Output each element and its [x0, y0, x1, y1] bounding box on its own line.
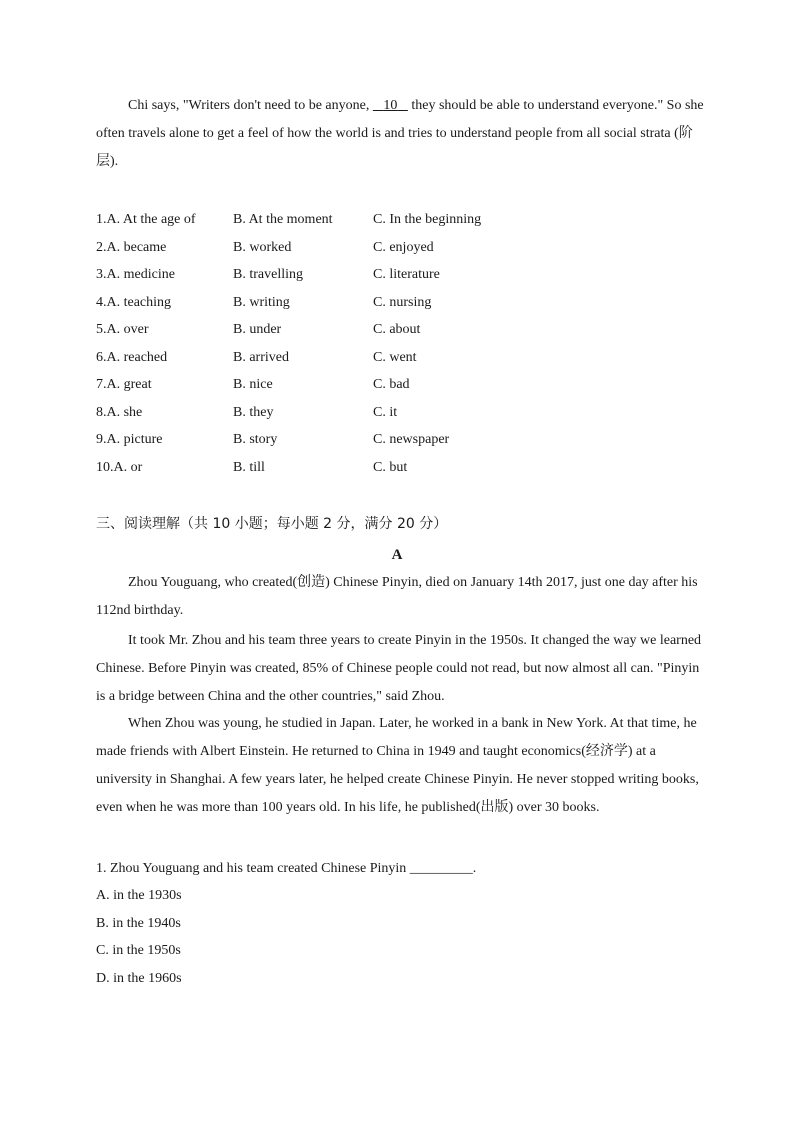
question-1-option-b: B. in the 1940s [96, 916, 181, 931]
passage-paragraph-1: Zhou Youguang, who created(创造) Chinese Pinyin, died on January 14th 2017, just one day after his 112nd birthday. [96, 575, 698, 618]
option-c: C. literature [373, 267, 440, 282]
question-1-stem: 1. Zhou Youguang and his team created Chinese Pinyin _________. [96, 861, 477, 876]
passage-label: A [391, 547, 403, 563]
option-a: 1.A. At the age of [96, 212, 196, 227]
option-b: B. till [233, 459, 265, 475]
option-a: 9.A. picture [96, 432, 163, 447]
option-b: B. travelling [233, 267, 303, 282]
option-c: C. In the beginning [373, 212, 482, 227]
option-b: B. under [233, 322, 282, 337]
option-c: C. about [373, 322, 421, 337]
option-a: 7.A. great [96, 377, 152, 392]
intro-paragraph [96, 92, 704, 176]
option-a: 4.A. teaching [96, 294, 172, 310]
cloze-options-table [96, 206, 696, 481]
option-a: 5.A. over [96, 322, 149, 337]
option-a: 6.A. reached [96, 349, 168, 365]
blank-10-number: 10 [383, 98, 398, 113]
passage-paragraph-2: It took Mr. Zhou and his team three years to create Pinyin in the 1950s. It changed the way we learned Chinese. Before Pinyin was created, 85% of Chinese people could not read, but now almost all can. "Pinyin is a bridge between China and the other countries," said Zhou. [96, 633, 702, 704]
question-1-option-c: C. in the 1950s [96, 943, 181, 958]
option-row [96, 344, 696, 372]
option-a: 8.A. she [96, 404, 143, 420]
option-a: 2.A. became [96, 239, 167, 255]
option-c: C. bad [373, 377, 410, 392]
option-b: B. At the moment [233, 212, 333, 227]
option-row [96, 454, 696, 482]
passage-paragraph-3: When Zhou was young, he studied in Japan. Later, he worked in a bank in New York. At that time, he made friends with Albert Einstein. He returned to China in 1949 and taught economics(经济学) at a university in Shanghai. A few years later, he helped create Chinese Pinyin. He never stopped writing books, even when he was more than 100 years old. In his life, he published(出版) over 30 books. [96, 716, 699, 815]
option-c: C. newspaper [373, 432, 450, 447]
intro-text-after: they should be able to understand everyone." So she often travels alone to get a feel of how the world is and tries to understand people from all social strata (阶层). [96, 98, 704, 169]
option-a: 3.A. medicine [96, 267, 175, 282]
option-c: C. but [373, 459, 408, 475]
intro-text-before: Chi says, "Writers don't need to be anyone, [128, 98, 373, 113]
option-c: C. enjoyed [373, 239, 434, 255]
option-row [96, 399, 696, 427]
option-row [96, 289, 696, 317]
option-b: B. worked [233, 239, 292, 255]
option-row [96, 316, 696, 344]
option-b: B. they [233, 404, 274, 420]
option-b: B. nice [233, 377, 273, 392]
option-row [96, 206, 696, 234]
section-title: 三、阅读理解（共 10 小题；每小题 2 分，满分 20 分） [96, 516, 448, 532]
option-row [96, 261, 696, 289]
option-a: 10.A. or [96, 459, 143, 475]
option-b: B. arrived [233, 349, 289, 365]
option-c: C. it [373, 404, 398, 420]
option-c: C. nursing [373, 294, 432, 310]
option-row [96, 234, 696, 262]
blank-10 [373, 98, 408, 113]
option-row [96, 371, 696, 399]
question-1-option-d: D. in the 1960s [96, 971, 182, 986]
question-1-option-a: A. in the 1930s [96, 888, 182, 903]
option-b: B. story [233, 432, 278, 447]
option-b: B. writing [233, 294, 290, 310]
option-c: C. went [373, 349, 417, 365]
option-row [96, 426, 696, 454]
